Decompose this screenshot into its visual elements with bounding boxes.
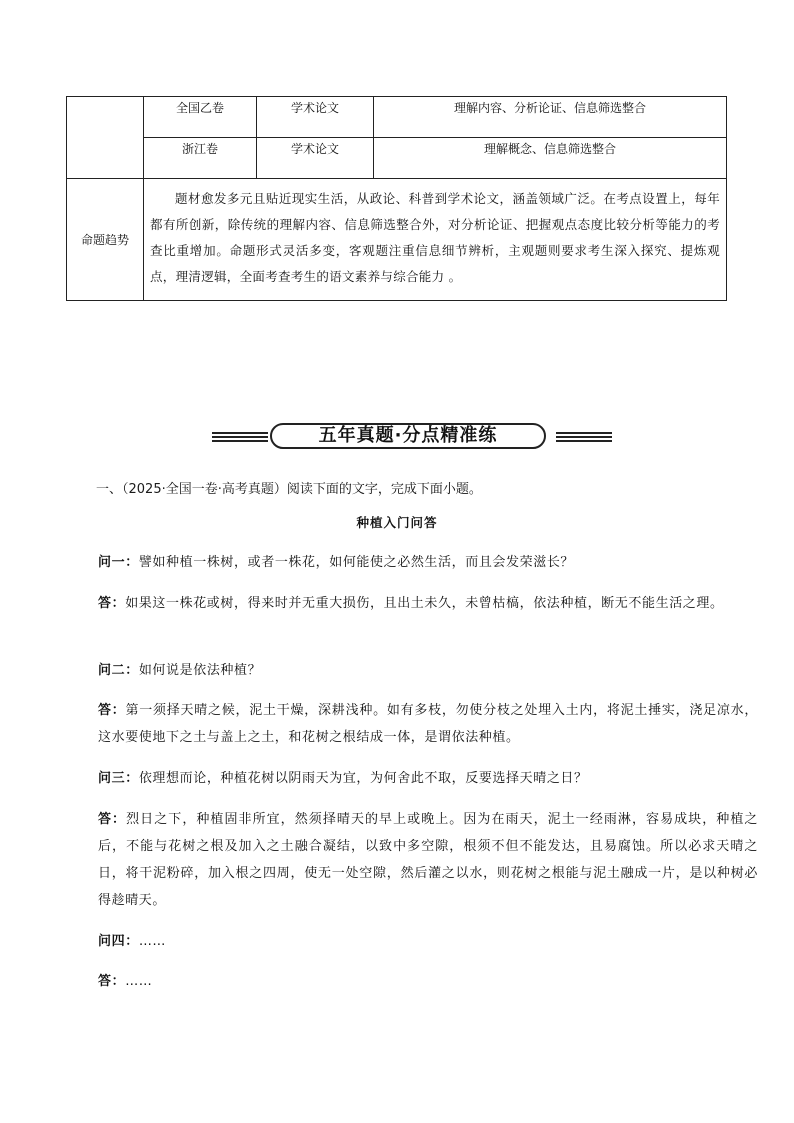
paragraph-text: 第一须择天晴之候，泥土干燥，深耕浅种。如有多枝，勿使分枝之处埋入土内，将泥土捶实，浇足凉水，这水要使地下之土与盖上之土，和花树之根结成一体，是谓依法种植。 — [98, 703, 758, 745]
paragraph-q1 — [68, 549, 758, 576]
paragraph-text: 如果这一株花或树，得来时并无重大损伤，且出土未久，未曾枯槁，依法种植，断无不能生活之理。 — [125, 596, 724, 611]
paragraph-label: 答： — [98, 596, 126, 611]
paragraph-q2 — [68, 657, 758, 684]
table-cell-focus: 理解内容、分析论证、信息筛选整合 — [374, 97, 727, 138]
question-intro — [96, 478, 482, 497]
paragraph-label: 答： — [98, 974, 126, 989]
trend-text-cell — [144, 179, 727, 301]
table-row — [67, 97, 727, 138]
paragraph-label: 问三： — [98, 771, 139, 786]
question-suffix: ）阅读下面的文字，完成下面小题。 — [273, 482, 482, 497]
paragraph-text: …… — [138, 934, 167, 949]
section-title: 五年真题·分点精准练 — [270, 423, 546, 449]
paragraph-text: 烈日之下，种植固非所宜，然须择晴天的早上或晚上。因为在雨天，泥土一经雨淋，容易成块，种植之后，不能与花树之根及加入之土融合凝结，以致中多空隙，根须不但不能发达，且易腐蚀。所以必求天晴之日，将干泥粉碎，加入根之四周，使无一处空隙，然后灌之以水，则花树之根能与泥土融成一片，是以种树必得趁晴天。 — [98, 812, 758, 908]
table-cell-paper: 浙江卷 — [144, 138, 257, 179]
question-source: 2025·全国一卷·高考真题 — [128, 482, 274, 497]
table-row-trend — [67, 179, 727, 301]
article-title: 种植入门问答 — [356, 515, 438, 530]
table-cell-genre: 学术论文 — [257, 138, 374, 179]
paragraph-q3 — [68, 765, 758, 792]
table-cell-paper: 全国乙卷 — [144, 97, 257, 138]
banner-decor-lines-left — [212, 432, 268, 442]
paragraph-text: …… — [125, 974, 153, 989]
paragraph-text: 依理想而论，种植花树以阴雨天为宜，为何舍此不取，反要选择天晴之日？ — [138, 771, 588, 786]
paragraph-label: 答： — [98, 703, 126, 718]
paragraph-a4 — [68, 968, 758, 995]
table-cell-genre: 学术论文 — [257, 97, 374, 138]
trend-label: 命题趋势 — [67, 179, 144, 301]
paragraph-label: 问二： — [98, 663, 139, 678]
paragraph-a1 — [68, 590, 758, 617]
paragraph-text: 譬如种植一株树，或者一株花，如何能使之必然生活，而且会发荣滋长？ — [138, 555, 575, 570]
table-row — [67, 138, 727, 179]
paragraph-text: 如何说是依法种植？ — [138, 663, 262, 678]
trend-text: 题材愈发多元且贴近现实生活，从政论、科普到学术论文，涵盖领域广泛。在考点设置上，每年都有所创新，除传统的理解内容、信息筛选整合外，对分析论证、把握观点态度比较分析等能力的考查比重增加。命题形式灵活多变，客观题注重信息细节辨析，主观题则要求考生深入探究、提炼观点，理清逻辑，全面考查考生的语文素养与综合能力 。 — [150, 190, 720, 284]
section-banner — [0, 423, 794, 451]
banner-decor-lines-right — [556, 432, 612, 442]
table-cell-focus: 理解概念、信息筛选整合 — [374, 138, 727, 179]
paragraph-a2 — [68, 697, 758, 751]
paragraph-label: 问一： — [98, 555, 139, 570]
question-prefix: 一、（ — [96, 482, 129, 497]
table-cell-empty — [67, 97, 144, 179]
paragraph-label: 答： — [98, 812, 127, 827]
paragraph-label: 问四： — [98, 934, 139, 949]
exam-info-table — [66, 96, 727, 301]
paragraph-a3 — [68, 806, 758, 914]
paragraph-q4 — [68, 928, 758, 955]
